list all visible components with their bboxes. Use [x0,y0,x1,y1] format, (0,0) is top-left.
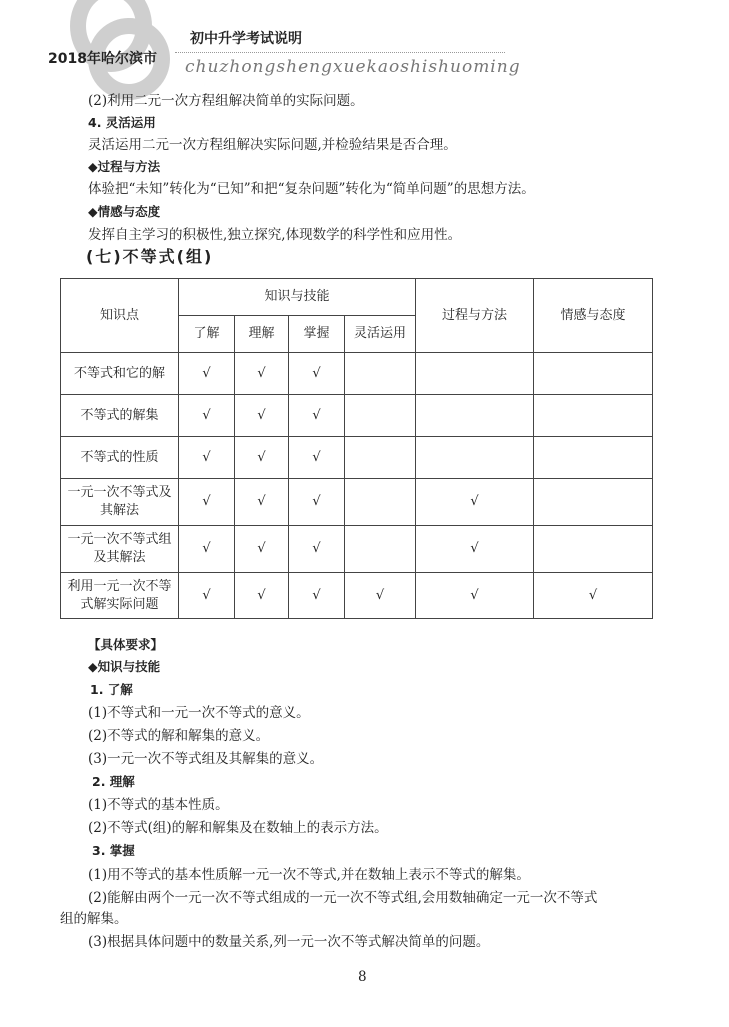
text-line: (1)用不等式的基本性质解一元一次不等式,并在数轴上表示不等式的解集。 [88,867,530,883]
check-cell: √ [534,573,653,619]
subheading: ◆过程与方法 [88,159,161,174]
check-cell: √ [416,479,534,526]
header-knowledge-skill: 知识与技能 [179,279,416,316]
table-row [61,395,653,437]
text-line: (2)不等式(组)的解和解集及在数轴上的表示方法。 [88,820,388,836]
check-cell [534,526,653,573]
page-number: 8 [358,969,367,985]
table-row [61,353,653,395]
text-line: (3)一元一次不等式组及其解集的意义。 [88,751,324,767]
table-row [61,437,653,479]
table-row [61,526,653,573]
check-cell: √ [235,395,289,437]
row-topic: 一元一次不等式组及其解法 [61,526,179,573]
check-cell [534,479,653,526]
check-cell: √ [416,573,534,619]
check-cell: √ [179,437,235,479]
check-cell: √ [179,395,235,437]
subheader-cell: 理解 [235,316,289,353]
check-cell: √ [416,526,534,573]
check-cell: √ [235,573,289,619]
row-topic: 利用一元一次不等式解实际问题 [61,573,179,619]
header-emotion-attitude: 情感与态度 [534,279,653,353]
subheading: 2. 理解 [92,774,135,789]
check-cell [345,395,416,437]
check-cell: √ [235,437,289,479]
text-line: 体验把“未知”转化为“已知”和把“复杂问题”转化为“简单问题”的思想方法。 [88,181,535,197]
check-cell: √ [289,437,345,479]
check-cell [416,395,534,437]
subheader-cell: 掌握 [289,316,345,353]
check-cell: √ [235,526,289,573]
row-topic: 不等式的解集 [61,395,179,437]
text-line: (2)能解由两个一元一次不等式组成的一元一次不等式组,会用数轴确定一元一次不等式 [88,890,598,906]
check-cell [416,437,534,479]
text-line: (1)不等式的基本性质。 [88,797,229,813]
check-cell: √ [179,353,235,395]
check-cell [534,353,653,395]
section-title: (七)不等式(组) [86,247,214,266]
check-cell [534,395,653,437]
table-row [61,479,653,526]
header-pinyin: chuzhongshengxuekaoshishuoming [185,57,521,77]
check-cell: √ [179,526,235,573]
check-cell: √ [235,479,289,526]
check-cell [345,437,416,479]
subheading: 4. 灵活运用 [88,115,156,130]
table-row [61,573,653,619]
check-cell: √ [289,353,345,395]
subheading: ◆知识与技能 [88,659,161,674]
header-title: 初中升学考试说明 [190,31,302,47]
check-cell: √ [345,573,416,619]
text-line: 发挥自主学习的积极性,独立探究,体现数学的科学性和应用性。 [88,227,462,243]
text-line: 组的解集。 [60,911,128,927]
check-cell: √ [289,479,345,526]
header-divider [175,52,505,53]
text-line: (3)根据具体问题中的数量关系,列一元一次不等式解决简单的问题。 [88,934,490,950]
check-cell [534,437,653,479]
text-line: (1)不等式和一元一次不等式的意义。 [88,705,310,721]
check-cell: √ [235,353,289,395]
subheader-cell: 灵活运用 [345,316,416,353]
row-topic: 不等式的性质 [61,437,179,479]
check-cell: √ [289,573,345,619]
header-process-method: 过程与方法 [416,279,534,353]
check-cell [345,526,416,573]
check-cell [345,353,416,395]
check-cell: √ [289,395,345,437]
text-line: (2)利用二元一次方程组解决简单的实际问题。 [88,93,364,109]
subheader-cell: 了解 [179,316,235,353]
check-cell: √ [289,526,345,573]
text-line: 灵活运用二元一次方程组解决实际问题,并检验结果是否合理。 [88,137,457,153]
check-cell: √ [179,479,235,526]
check-cell: √ [179,573,235,619]
subheading: 【具体要求】 [88,637,164,652]
header-knowledge-point: 知识点 [61,279,179,353]
check-cell [416,353,534,395]
subheading: 1. 了解 [90,682,133,697]
header-year-city: 2018年哈尔滨市 [48,51,157,67]
row-topic: 不等式和它的解 [61,353,179,395]
requirements-table [60,278,653,619]
text-line: (2)不等式的解和解集的意义。 [88,728,270,744]
subheading: ◆情感与态度 [88,204,161,219]
check-cell [345,479,416,526]
subheading: 3. 掌握 [92,843,135,858]
row-topic: 一元一次不等式及其解法 [61,479,179,526]
